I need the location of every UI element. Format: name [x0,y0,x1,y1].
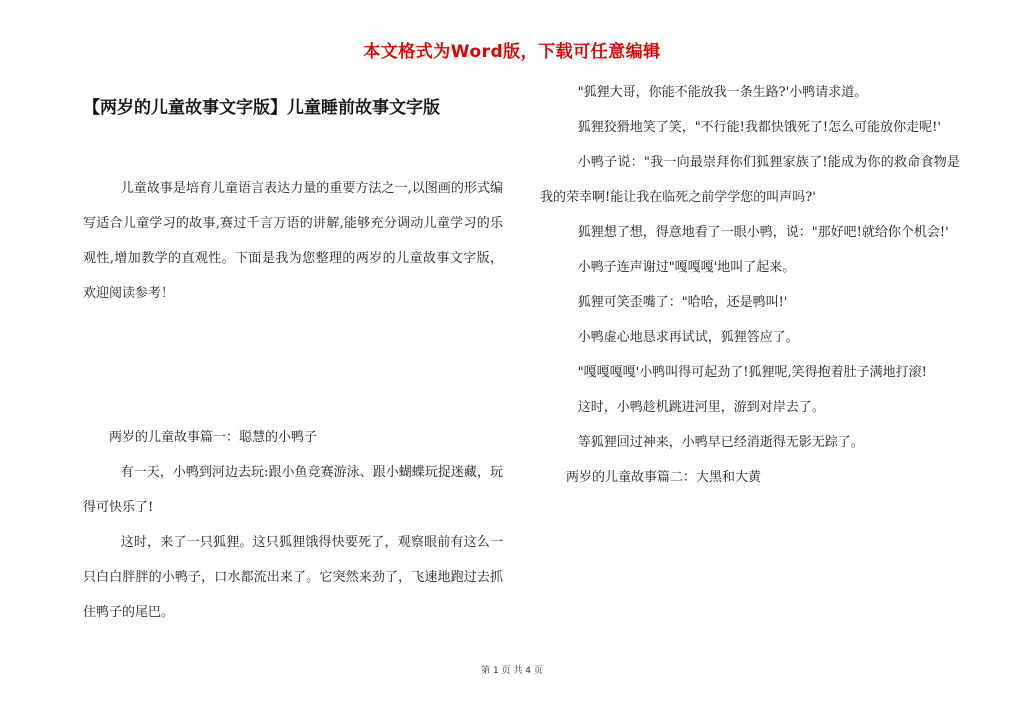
download-banner: 本文格式为Word版，下载可任意编辑 [363,42,661,62]
story1-heading: 两岁的儿童故事篇一：聪慧的小鸭子 [109,430,318,445]
story-paragraph: 狐狸可笑歪嘴了："哈哈，还是鸭叫!' [577,295,788,310]
story-paragraph: 这时，小鸭趁机跳进河里，游到对岸去了。 [577,400,825,415]
story-paragraph: "嘎嘎嘎嘎'小鸭叫得可起劲了!狐狸呢,笑得抱着肚子满地打滚! [577,365,927,380]
story-paragraph: "狐狸大哥，你能不能放我一条生路?'小鸭请求道。 [577,85,868,100]
story-paragraph: 狐狸狡猾地笑了笑，"不行能!我都快饿死了!怎么可能放你走呢!' [577,120,941,135]
story1-left-column [83,420,503,630]
story-paragraph: 等狐狸回过神来，小鸭早已经消逝得无影无踪了。 [577,435,864,450]
story-paragraph: 小鸭子连声谢过"嘎嘎嘎'地叫了起来。 [577,260,796,275]
intro-section [83,171,503,311]
page-title: 【两岁的儿童故事文字版】儿童睡前故事文字版 [83,98,440,118]
story-paragraph: 这时，来了一只狐狸。这只狐狸饿得快要死了，观察眼前有这么一只白白胖胖的小鸭子，口水都流出来了。它突然来劲了，飞速地跑过去抓住鸭子的尾巴。 [83,535,503,620]
story-paragraph: 小鸭子说："我一向最崇拜你们狐狸家族了!能成为你的救命食物是我的荣幸啊!能让我在临死之前学学您的叫声吗?' [540,155,960,205]
page-number: 第 1 页 共 4 页 [481,666,543,676]
story1-right-column [540,75,960,495]
story-paragraph: 小鸭虚心地恳求再试试，狐狸答应了。 [577,330,799,345]
story2-heading: 两岁的儿童故事篇二：大黑和大黄 [566,470,762,485]
story-paragraph: 有一天，小鸭到河边去玩:跟小鱼竞赛游泳、跟小蝴蝶玩捉迷藏，玩得可快乐了! [83,465,503,515]
intro-paragraph: 儿童故事是培育儿童语言表达力量的重要方法之一,以图画的形式编写适合儿童学习的故事,赛过千言万语的讲解,能够充分调动儿童学习的乐观性,增加教学的直观性。下面是我为您整理的两岁的儿童故事文字版，欢迎阅读参考！ [83,181,503,301]
story-paragraph: 狐狸想了想，得意地看了一眼小鸭，说："那好吧!就给你个机会!' [577,225,949,240]
